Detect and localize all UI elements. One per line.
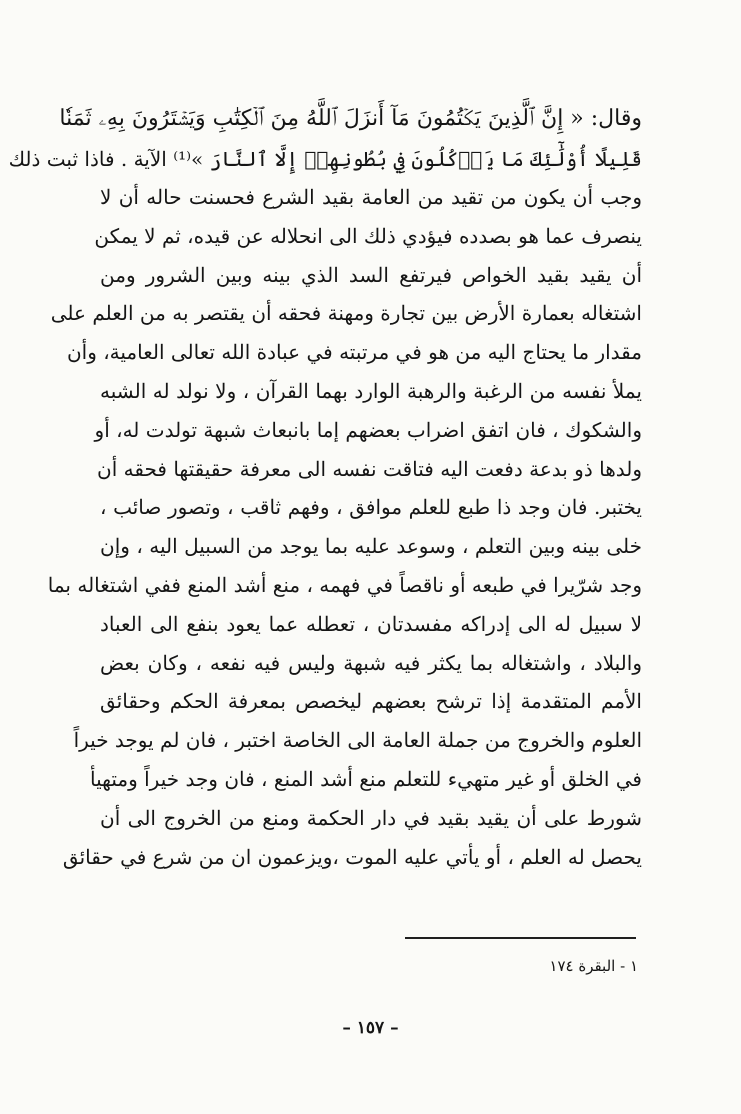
text-line: يحصل له العلم ، أو يأتي عليه الموت ،ويزعمون ان من شرع في حقائق [62,844,642,869]
text-line: في الخلق أو غير متهيء للتعلم منع أشد المنع ، فان وجد خيراً ومتهيأ [89,766,642,791]
text-line: قَلِيلًا أُوْلَٰٓئِكَ مَا يَأۡكُلُونَ فِي بُطُونِهِمۡ إِلَّا ٱلنَّارَ »⁽¹⁾ الآية . فاذا ثبت ذلك [8,147,642,171]
text-line: خلى بينه وبين التعلم ، وسوعد عليه بما يوجد من السبيل اليه ، وإن [100,534,642,559]
page-number: – ١٥٧ – [342,1018,399,1038]
text-line: والبلاد ، واشتغاله بما يكثر فيه شبهة وليس فيه نفعه ، وكان بعض [100,650,642,675]
text-line: يختبر. فان وجد ذا طبع للعلم موافق ، وفهم ثاقب ، وتصور صائب ، [100,495,642,520]
text-line: ولدها ذو بدعة دفعت اليه فتاقت نفسه الى معرفة حقيقتها فحقه أن [97,456,642,481]
footnote-separator [405,937,636,939]
text-line: العلوم والخروج من جملة العامة الى الخاصة اختبر ، فان لم يوجد خيراً [73,728,642,753]
text-line: وجد شرّيرا في طبعه أو ناقصاً في فهمه ، منع أشد المنع ففي اشتغاله بما [47,572,642,597]
text-line: شورط على أن يقيد بقيد في دار الحكمة ومنع من الخروج الى أن [100,805,642,830]
text-line: لا سبيل له الى إدراكه مفسدتان ، تعطله عما يعود بنفع الى العباد [100,611,642,636]
text-line: يملأ نفسه من الرغبة والرهبة الوارد بهما القرآن ، ولا نولد له الشبه [100,378,642,403]
text-line: أن يقيد بقيد الخواص فيرتفع السد الذي بينه وبين الشرور ومن [100,262,642,287]
text-line: مقدار ما يحتاج اليه من هو في مرتبته في عبادة الله تعالى العامية، وأن [66,340,642,365]
text-line: ينصرف عما هو بصدده فيؤدي ذلك الى انحلاله عن قيده، ثم لا يمكن [94,223,642,248]
text-line: اشتغاله بعمارة الأرض بين تجارة ومهنة فحقه أن يقتصر به من العلم على [50,301,642,326]
footnote: ١ - البقرة ١٧٤ [549,957,638,975]
main-text-block [8,98,642,876]
text-line: الأمم المتقدمة إذا ترشح بعضهم ليخصص بمعرفة الحكم وحقائق [100,689,642,714]
text-line: وجب أن يكون من تقيد من العامة بقيد الشرع فحسنت حاله أن لا [100,185,642,209]
text-line: والشكوك ، فان اتفق اضراب بعضهم إما بانبعاث شبهة تولدت له، أو [94,417,642,442]
text-line: وقال: « إِنَّ ٱلَّذِينَ يَكۡتُمُونَ مَآ أَنزَلَ ٱللَّهُ مِنَ ٱلۡكِتَٰبِ وَيَشۡتَرُونَ بِهِۦ ثَمَنٗا [59,106,642,131]
